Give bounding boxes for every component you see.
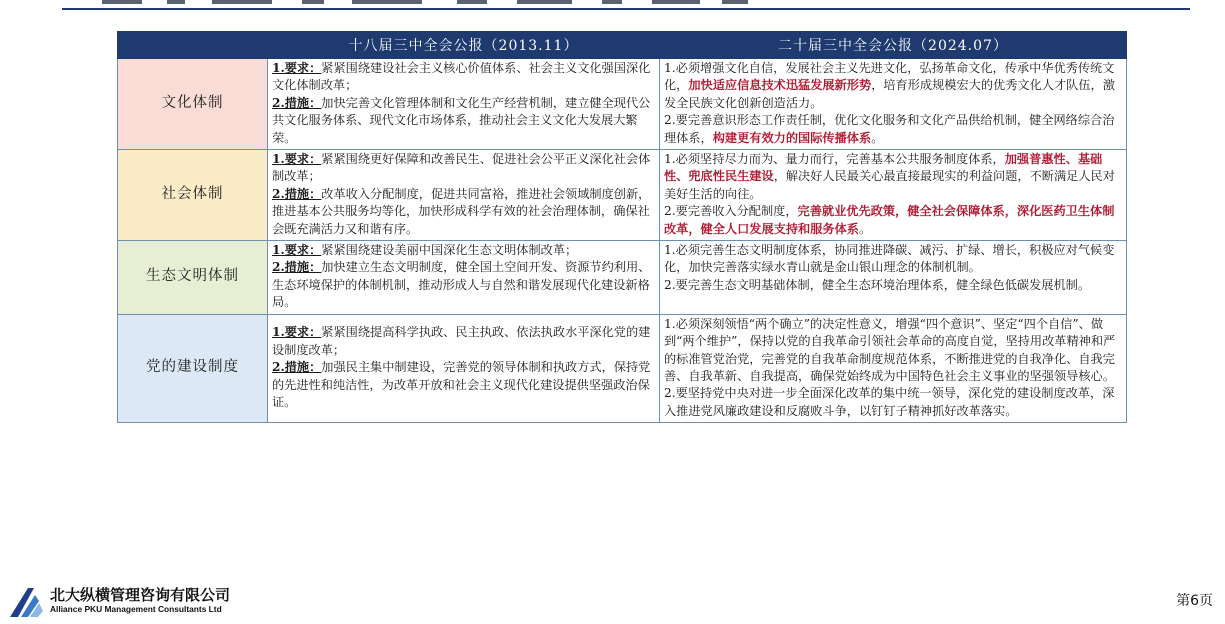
text-segment: 加快建立生态文明制度，健全国土空间开发、资源节约利用、生态环境保护的体制机制，推动形成人与自然和谐发展现代化建设新格局。 (272, 260, 651, 310)
item-label: 1.要求： (272, 325, 322, 340)
paragraph (272, 151, 655, 186)
item-label: 2.措施： (272, 95, 322, 110)
item-label: 1.要求： (272, 61, 322, 75)
category-cell: 党的建设制度 (118, 314, 268, 422)
header-18th-plenum: 十八届三中全会公报（2013.11） (268, 32, 660, 59)
company-name-en: Alliance PKU Management Consultants Ltd (50, 604, 222, 614)
text-segment: 改革收入分配制度，促进共同富裕，推进社会领域制度创新，推进基本公共服务均等化，加快形成科学有效的社会治理体制，确保社会既充满活力又和谐有序。 (272, 186, 651, 236)
text-segment: 紧紧围绕建设社会主义核心价值体系、社会主义文化强国深化文化体制改革； (272, 61, 651, 93)
table-row-culture (118, 59, 1127, 150)
top-rule (62, 8, 1190, 10)
text-segment: 1.必须坚持尽力而为、量力而行，完善基本公共服务制度体系， (664, 152, 1005, 167)
plenum18-cell (268, 59, 660, 150)
text-segment: 紧紧围绕更好保障和改善民生、促进社会公平正义深化社会体制改革； (272, 152, 651, 184)
item-label: 2.措施： (272, 260, 322, 275)
text-segment: 1.必须深刻领悟“两个确立”的决定性意义，增强“四个意识”、坚定“四个自信”、做到“两个维护”，保持以党的自我革命引领社会革命的高度自觉，坚持用改革精神和严的标准管党治党，完善党的自我革命制度规范体系，不断推进党的自我净化、自我完善、自我革新、自我提高，确保党始终成为中国特色社会主义事业的坚强领导核心。 (664, 316, 1116, 383)
company-name-cn: 北大纵横管理咨询有限公司 (50, 586, 231, 604)
text-segment: 加快完善文化管理体制和文化生产经营机制，建立健全现代公共文化服务体系、现代文化市场体系，推动社会主义文化大发展大繁荣。 (272, 95, 651, 145)
company-logo-icon (8, 584, 44, 618)
paragraph (272, 95, 655, 147)
table-row-party (118, 314, 1127, 422)
text-segment: 1.必须完善生态文明制度体系，协同推进降碳、减污、扩绿、增长，积极应对气候变化，加快完善落实绿水青山就是金山银山理念的体制机制。 (664, 243, 1115, 275)
item-label: 2.措施： (272, 186, 322, 201)
text-segment: 紧紧围绕提高科学执政、民主执政、依法执政水平深化党的建设制度改革； (272, 325, 651, 357)
paragraph (664, 277, 1122, 294)
text-segment: 加强民主集中制建设，完善党的领导体制和执政方式，保持党的先进性和纯洁性，为改革开放和社会主义现代化建设提供坚强政治保证。 (272, 360, 651, 410)
category-cell: 文化体制 (118, 59, 268, 150)
highlighted-text: 完善就业优先政策，健全社会保障体系，深化医药卫生体制改革，健全人口发展支持和服务体系 (664, 204, 1115, 236)
plenum20-cell (660, 59, 1127, 150)
plenum20-cell (660, 241, 1127, 315)
text-segment: 1.必须增强文化自信，发展社会主义先进文化，弘扬革命文化，传承中华优秀传统文化， (664, 61, 1115, 93)
paragraph (272, 242, 655, 259)
category-cell: 生态文明体制 (118, 241, 268, 315)
paragraph (664, 385, 1122, 420)
plenum18-cell (268, 150, 660, 241)
category-cell: 社会体制 (118, 150, 268, 241)
paragraph (664, 60, 1122, 112)
paragraph (272, 186, 655, 238)
table-header-row (118, 32, 1127, 59)
plenum18-cell (268, 314, 660, 422)
text-segment: 2.要完善意识形态工作责任制，优化文化服务和文化产品供给机制，健全网络综合治理体系， (664, 113, 1115, 145)
paragraph (272, 259, 655, 311)
highlighted-text: 加快适应信息技术迅猛发展新形势 (688, 78, 872, 93)
table-row-ecology (118, 241, 1127, 315)
header-20th-plenum: 二十届三中全会公报（2024.07） (660, 32, 1127, 59)
item-label: 1.要求： (272, 243, 322, 258)
plenum20-cell (660, 150, 1127, 241)
text-segment: 2.要完善收入分配制度， (664, 204, 798, 219)
header-category (118, 32, 268, 59)
text-segment: 2.要完善生态文明基础体制，健全生态环境治理体系，健全绿色低碳发展机制。 (664, 277, 1091, 292)
highlighted-text: 构建更有效力的国际传播体系 (712, 130, 872, 145)
text-segment: ，培育形成规模宏大的优秀文化人才队伍，激发全民族文化创新创造活力。 (664, 78, 1115, 110)
text-segment: 紧紧围绕建设美丽中国深化生态文明体制改革； (321, 243, 578, 258)
paragraph (272, 60, 655, 95)
paragraph (272, 324, 655, 359)
text-segment: 。 (859, 221, 872, 236)
item-label: 1.要求： (272, 152, 322, 167)
item-label: 2.措施： (272, 360, 322, 375)
page-number: 第6页 (1176, 593, 1213, 609)
paragraph (664, 151, 1122, 203)
paragraph (664, 203, 1122, 238)
plenum18-cell (268, 241, 660, 315)
paragraph (272, 359, 655, 411)
text-segment: 2.要坚持党中央对进一步全面深化改革的集中统一领导，深化党的建设制度改革，深入推进党风廉政建设和反腐败斗争，以钉钉子精神抓好改革落实。 (664, 386, 1115, 418)
table-row-society (118, 150, 1127, 241)
text-segment: 。 (871, 130, 884, 145)
paragraph (664, 112, 1122, 147)
plenum20-cell (660, 314, 1127, 422)
paragraph (664, 316, 1122, 386)
highlighted-text: 加强普惠性、基础性、兜底性民生建设 (664, 152, 1103, 184)
paragraph (664, 242, 1122, 277)
top-decorative-strip (62, 0, 1190, 5)
comparison-table (117, 31, 1127, 423)
text-segment: ，解决好人民最关心最直接最现实的利益问题，不断满足人民对美好生活的向往。 (664, 169, 1115, 201)
